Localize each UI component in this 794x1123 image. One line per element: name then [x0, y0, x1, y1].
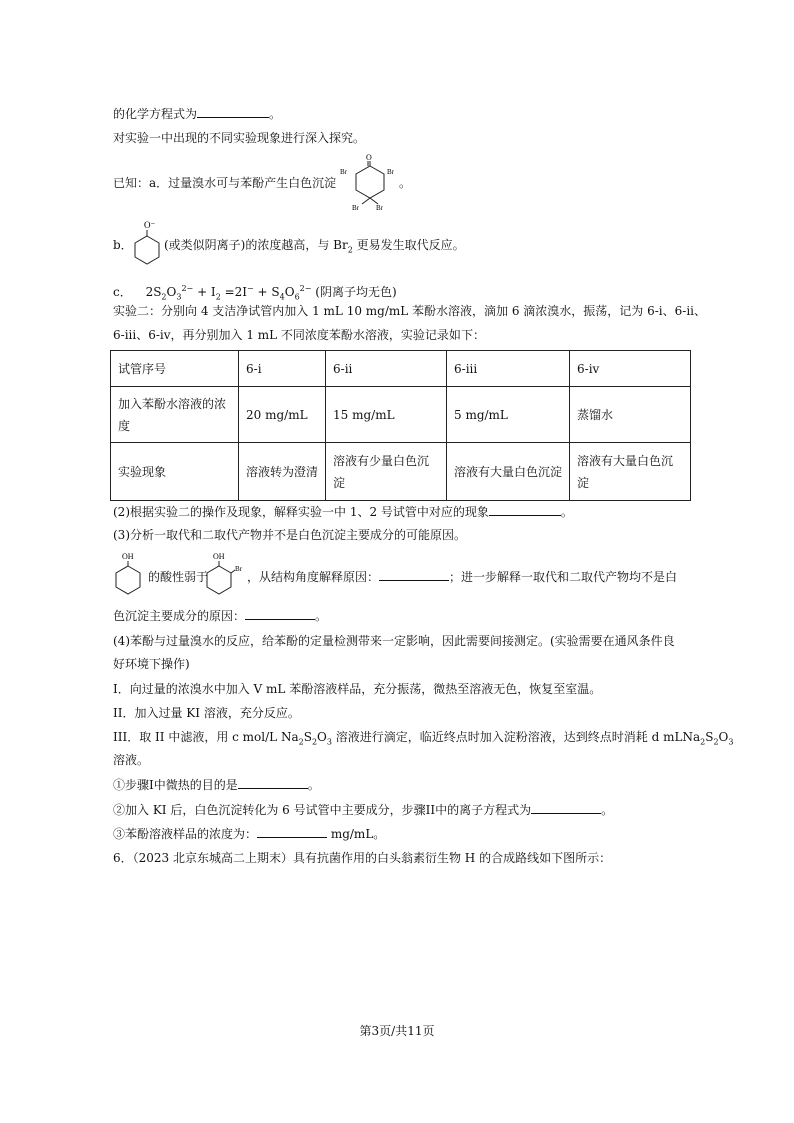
phenol-structure — [113, 550, 145, 596]
table-row: 实验现象 溶液转为澄清 溶液有少量白色沉淀 溶液有大量白色沉淀 溶液有大量白色沉淀 — [111, 443, 691, 501]
known-b: b． — [113, 238, 133, 252]
step-2: II．加入过量 KI 溶液，充分反应。 — [113, 706, 300, 720]
question-6: 6．（2023 北京东城高二上期末）具有抗菌作用的白头翁素衍生物 H 的合成路线如下图所示： — [113, 851, 612, 865]
svg-text:Br: Br — [352, 204, 359, 212]
svg-text:O⁻: O⁻ — [144, 220, 156, 230]
answer-blank[interactable] — [379, 568, 449, 581]
tribromo-structure — [340, 152, 402, 218]
answer-blank[interactable] — [238, 776, 308, 789]
sub-question-2: ②加入 KI 后，白色沉淀转化为 6 号试管中主要成分，步骤II中的离子方程式为 。 — [113, 803, 614, 817]
known-c: c． $2S_2O_3^{2-} + I_2 =2I^- + S_4O_6^{2-}$ (阴离子均无色) — [113, 284, 397, 302]
answer-blank[interactable] — [245, 607, 315, 620]
svg-text:Br: Br — [376, 204, 383, 212]
phenoxide-structure — [132, 218, 164, 266]
step-3: III．取 II 中滤液，用 c mol/L $Na_2S_2O_3$ 溶液进行滴定，临近终点时加入淀粉溶液，达到终点时消耗 d $mLNa_2S_2O_3$ — [113, 730, 734, 747]
sub-question-3: ③苯酚溶液样品的浓度为： mg/mL。 — [113, 827, 386, 841]
step-1: I．向过量的浓溴水中加入 V mL 苯酚溶液样品，充分振荡，微热至溶液无色，恢复至室温。 — [113, 682, 602, 696]
sub-question-1: ①步骤I中微热的目的是 。 — [113, 778, 320, 792]
page-footer: 第3页/共11页 — [359, 1024, 435, 1038]
svg-text:Br: Br — [387, 168, 394, 176]
intro-text: 对实验一中出现的不同实验现象进行深入探究。 — [113, 131, 366, 145]
answer-line-equation: 的化学方程式为 。 — [113, 107, 282, 121]
question-4-line1: (4)苯酚与过量溴水的反应，给苯酚的定量检测带来一定影响，因此需要间接测定。(实验需要在通风条件良 — [113, 634, 675, 648]
answer-blank[interactable] — [489, 503, 561, 516]
answer-blank[interactable] — [531, 801, 601, 814]
svg-text:OH: OH — [122, 552, 134, 561]
table-row: 试管序号 6-i 6-ii 6-iii 6-iv — [111, 351, 691, 387]
exp2-line2: 6-iii、6-iv，再分别加入 1 mL 不同浓度苯酚水溶液，实验记录如下： — [113, 328, 485, 342]
svg-text:Br: Br — [235, 565, 242, 573]
bromophenol-structure — [204, 550, 246, 596]
question-3: (3)分析一取代和二取代产物并不是白色沉淀主要成分的可能原因。 — [113, 528, 467, 542]
exp2-line1: 实验二：分别向 4 支洁净试管内加入 1 mL 10 mg/mL 苯酚水溶液，滴加 6 滴浓溴水，振荡，记为 6-i、6-ii、 — [113, 304, 707, 318]
svg-text:Br: Br — [340, 168, 347, 176]
step-3-cont: 溶液。 — [113, 753, 150, 767]
question-4-line2: 好环境下操作) — [113, 657, 190, 671]
answer-blank[interactable] — [257, 825, 327, 838]
question-2: (2)根据实验二的操作及现象，解释实验一中 1、2 号试管中对应的现象 。 — [113, 505, 573, 519]
question-3-cont: 色沉淀主要成分的原因： 。 — [113, 609, 328, 623]
answer-blank[interactable] — [197, 105, 269, 118]
svg-text:OH: OH — [213, 552, 225, 561]
table-row: 加入苯酚水溶液的浓度 20 mg/mL 15 mg/mL 5 mg/mL 蒸馏水 — [111, 387, 691, 443]
oxygen-label: O — [366, 153, 372, 162]
experiment-table — [110, 350, 691, 501]
known-a: 已知：a．过量溴水可与苯酚产生白色沉淀 — [113, 176, 337, 190]
